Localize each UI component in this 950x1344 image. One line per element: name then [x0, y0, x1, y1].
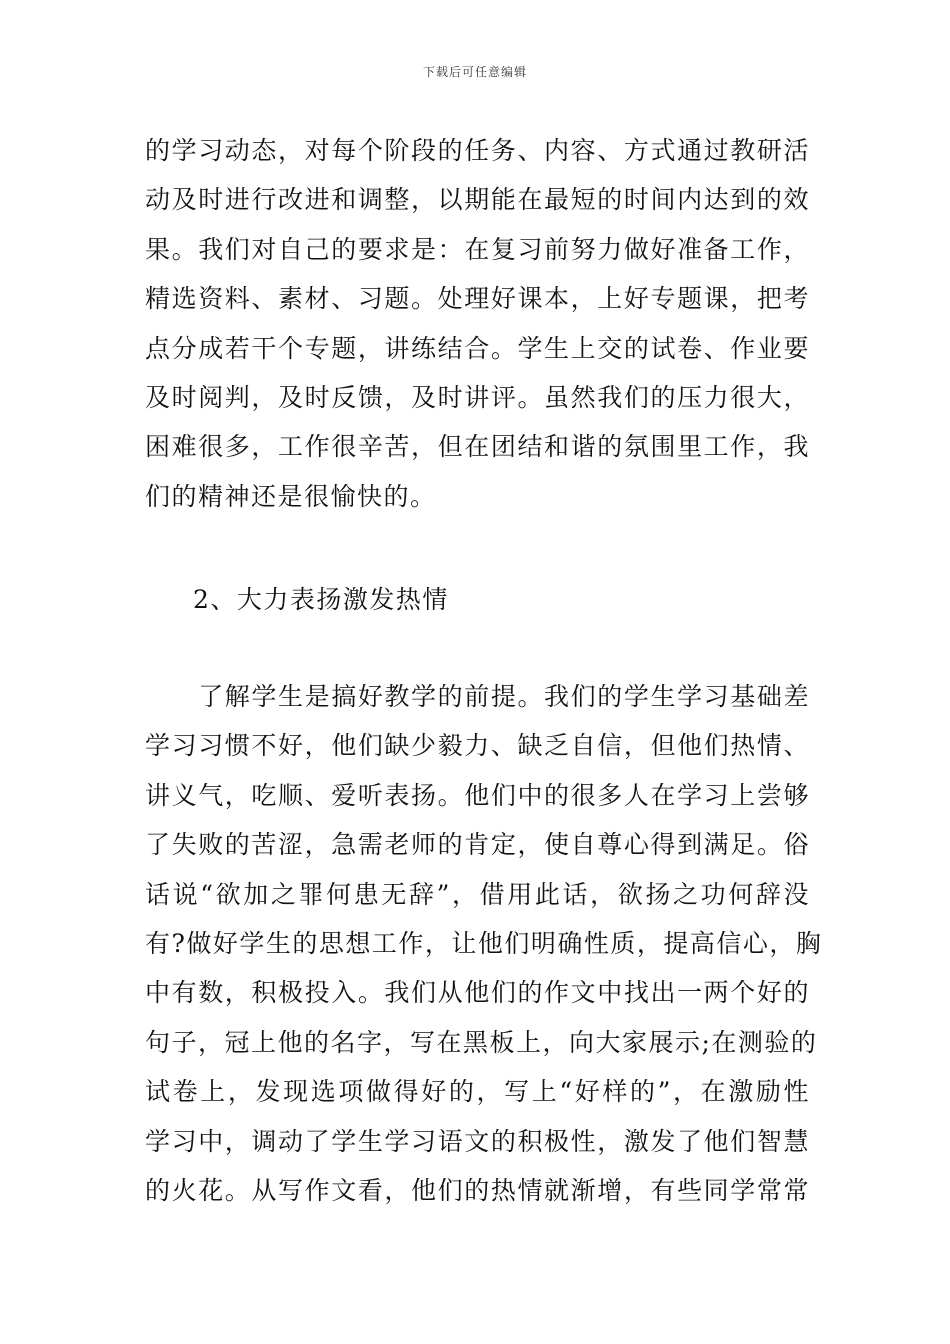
- paragraph-line: 点分成若干个专题，讲练结合。学生上交的试卷、作业要: [145, 333, 810, 363]
- paragraph-1: [145, 126, 810, 521]
- paragraph-line: 话说“欲加之罪何患无辞”，借用此话，欲扬之功何辞没: [145, 879, 810, 909]
- paragraph-line: 句子，冠上他的名字，写在黑板上，向大家展示;在测验的: [145, 1027, 818, 1057]
- paragraph-2: [145, 672, 823, 1215]
- paragraph-line: 动及时进行改进和调整，以期能在最短的时间内达到的效: [145, 185, 810, 215]
- paragraph-line: 讲义气，吃顺、爱听表扬。他们中的很多人在学习上尝够: [145, 780, 810, 810]
- paragraph-line: 有?做好学生的思想工作，让他们明确性质，提高信心，胸: [145, 929, 823, 959]
- paragraph-line: 中有数，积极投入。我们从他们的作文中找出一两个好的: [145, 978, 810, 1008]
- paragraph-line: 困难很多，工作很辛苦，但在团结和谐的氛围里工作，我: [145, 432, 810, 462]
- section-heading: 2、大力表扬激发热情: [193, 585, 449, 614]
- paragraph-line: 精选资料、素材、习题。处理好课本，上好专题课，把考: [145, 284, 810, 314]
- paragraph-line: 及时阅判，及时反馈，及时讲评。虽然我们的压力很大，: [145, 383, 810, 413]
- paragraph-line: 果。我们对自己的要求是：在复习前努力做好准备工作，: [145, 234, 810, 264]
- paragraph-line: 学习中，调动了学生学习语文的积极性，激发了他们智慧: [145, 1126, 810, 1156]
- paragraph-line: 的学习动态，对每个阶段的任务、内容、方式通过教研活: [145, 136, 810, 165]
- paragraph-line: 的火花。从写作文看，他们的热情就渐增，有些同学常常: [145, 1176, 810, 1206]
- paragraph-line: 们的精神还是很愉快的。: [145, 481, 437, 511]
- paragraph-line: 了失败的苦涩，急需老师的肯定，使自尊心得到满足。俗: [145, 830, 810, 860]
- paragraph-line: 学习习惯不好，他们缺少毅力、缺乏自信，但他们热情、: [145, 731, 810, 761]
- page-header: 下载后可任意编辑: [422, 65, 527, 79]
- paragraph-line: 试卷上，发现选项做得好的，写上“好样的”，在激励性: [145, 1077, 810, 1107]
- paragraph-line: 了解学生是搞好教学的前提。我们的学生学习基础差: [145, 682, 810, 711]
